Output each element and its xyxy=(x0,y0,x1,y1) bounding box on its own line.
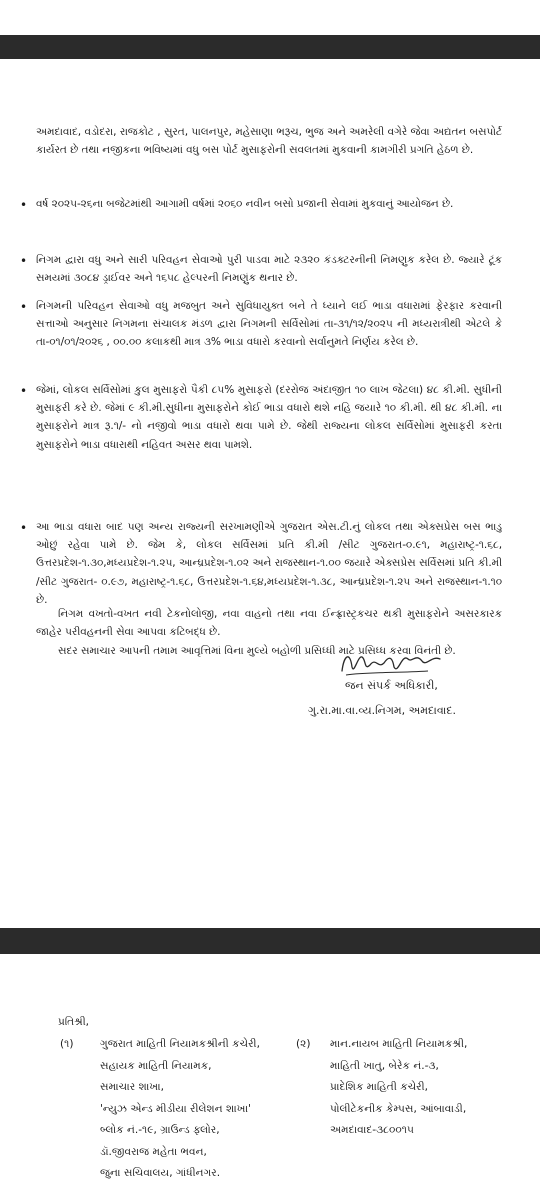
address-line: 'ન્યુઝ એન્ડ મીડીયા રીલેશન શાખા' xyxy=(100,1102,251,1115)
bullet-icon: • xyxy=(20,254,28,268)
page-separator-top xyxy=(0,35,540,59)
address-line: પ્રાદેશિક માહિતી કચેરી, xyxy=(330,1081,429,1093)
copy-to-heading: પ્રતિશ્રી, xyxy=(58,1016,89,1028)
address-line: બ્લોક નં.-૧૯, ગ્રાઉન્ડ ફ્લોર, xyxy=(100,1124,220,1136)
addressee-2 xyxy=(330,1034,467,1142)
addressee-number-1: (૧) xyxy=(60,1038,74,1050)
bullet-local-passengers: જેમાં, લોકલ સર્વિસોમાં કુલ મુસાફરો પૈકી ૮૫% મુસાફરો (દરરોજ અંદાજીત ૧૦ લાખ જેટલા) ૪૮ કી.મી. સુધીની મુસાફરી કરે છે. જેમાં ૯ કી.મી.સુધીના મુસાફરોને કોઈ ભાડા વધારો થશે નહિ જયારે ૧૦ કી.મી. થી ૪૮ કી.મી. ના મુસાફરોને માત્ર રૂ.૧/- નો નજીવો ભાડા વધારો થવા પામે છે. જેથી રાજ્યના લોકલ સર્વિસોમાં મુસાફરી કરતા મુસાફરોને ભાડા વધારાથી નહિવત અસર થવા પામશે. xyxy=(36,384,502,451)
bullet-budget-buses: વર્ષ ૨૦૨૫-૨૬ના બજેટમાંથી આગામી વર્ષમાં ૨૦૬૦ નવીન બસો પ્રજાની સેવામાં મુકવાનું આયોજન છે. xyxy=(36,198,454,210)
press-release-page xyxy=(0,59,540,928)
address-line: માહિતી ખાતુ, બેરેક નં.-૩, xyxy=(330,1059,439,1072)
distribution-page xyxy=(0,954,540,1200)
closing-request: સદર સમાચાર આપની તમામ આવૃત્તિમાં વિના મુલ્યે બહોળી પ્રસિધ્ધી માટે પ્રસિધ્ધ કરવા વિનંતી છે. xyxy=(58,645,456,657)
bullet-fare-comparison: આ ભાડા વધારા બાદ પણ અન્ય રાજ્યની સરખામણીએ ગુજરાત એસ.ટી.નું લોકલ તથા એક્સપ્રેસ બસ ભાડુ ઓછું રહેવા પામે છે. જેમ કે, લોકલ સર્વિસમાં પ્રતિ કી.મી /સીટ ગુજરાત-૦.૯૧, મહારાષ્ટ્ર-૧.૬૮, ઉત્તરપ્રદેશ-૧.૩૦,મધ્યપ્રદેશ-૧.૨૫, આન્ધ્રપ્રદેશ-૧.૦૨ અને રાજસ્થાન-૧.૦૦ જયારે એક્સપ્રેસ સર્વિસમાં પ્રતિ કી.મી /સીટ ગુજરાત- ૦.૯૭, મહારાષ્ટ્ર-૧.૬૮, ઉત્તરપ્રદેશ-૧.૬૪,મધ્યપ્રદેશ-૧.૩૮, આન્ધ્રપ્રદેશ-૧.૨૫ અને રાજસ્થાન-૧.૧૦ છે. xyxy=(36,521,502,606)
address-line: જુના સચિવાલય, ગાંધીનગર. xyxy=(100,1167,221,1179)
closing-commitment: નિગમ વખતો-વખત નવી ટેકનોલોજી, નવા વાહનો તથા નવા ઈન્ફ્રાસ્ટ્રકચર થકી મુસાફરોને અસરકારક જાહેર પરીવહનની સેવા આપવા કટિબદ્ધ છે. xyxy=(36,608,502,639)
signatory-title: જન સંપર્ક અધિકારી, xyxy=(345,679,438,692)
intro-paragraph: અમદાવાદ, વડોદરા, રાજકોટ , સુરત, પાલનપુર, મહેસાણા ભરૂચ, ભુજ અને અમરેલી વગેરે જેવા અદ્યતન બસપોર્ટ કાર્યરત છે તથા નજીકના ભવિષ્યમાં વધુ બસ પોર્ટ મુસાફરોની સવલતમાં મુકવાની કામગીરી પ્રગતિ હેઠળ છે. xyxy=(36,126,502,157)
addressee-number-2: (૨) xyxy=(296,1038,311,1050)
bullet-staff-recruitment: નિગમ દ્વારા વધુ અને સારી પરિવહન સેવાઓ પુરી પાડવા માટે ૨૩૨૦ કંડક્ટરનીની નિમણુક કરેલ છે. જ્યારે ટૂંક સમયમાં ૩૦૮૪ ડ્રાઈવર અને ૧૬૫૮ હેલ્પરની નિમણુંક થનાર છે. xyxy=(36,254,502,285)
address-line: અમદાવાદ-૩૮૦૦૧૫ xyxy=(330,1124,414,1136)
bullet-fare-revision: નિગમની પરિવહન સેવાઓ વધુ મજબુત અને સુવિધાયુક્ત બને તે ધ્યાને લઈ ભાડા વધારામાં ફેરફાર કરવાની સત્તાઓ અનુસાર નિગમના સંચાલક મંડળ દ્વારા નિગમની સર્વિસોમાં તા-૩૧/૧૨/૨૦૨૫ ની મધ્યરાત્રીથી એટલે કે તા-૦૧/૦૧/૨૦૨૬ , ૦૦.૦૦ કલાકથી માત્ર ૩% ભાડા વધારો કરવાનો સર્વાનુમતે નિર્ણય કરેલ છે. xyxy=(36,300,502,349)
signatory-organization: ગુ.રા.મા.વા.વ્ય.નિગમ, અમદાવાદ. xyxy=(308,704,457,717)
address-line: સહાયક માહિતી નિયામક, xyxy=(100,1059,212,1072)
bullet-icon: • xyxy=(20,384,28,398)
addressee-1 xyxy=(100,1034,260,1185)
address-line: માન.નાયબ માહિતી નિયામકશ્રી, xyxy=(330,1038,468,1050)
bullet-icon: • xyxy=(20,198,28,212)
page-separator xyxy=(0,928,540,954)
address-line: ગુજરાત માહિતી નિયામકશ્રીની કચેરી, xyxy=(100,1038,260,1050)
signature-image xyxy=(336,645,456,681)
address-line: સમાચાર શાખા, xyxy=(100,1081,165,1093)
address-line: પોલીટેકનીક કેમ્પસ, આંબાવાડી, xyxy=(330,1102,467,1115)
bullet-icon: • xyxy=(20,300,28,314)
bullet-icon: • xyxy=(20,521,28,535)
address-line: ડૉ.જીવરાજ મહેતા ભવન, xyxy=(100,1145,207,1158)
